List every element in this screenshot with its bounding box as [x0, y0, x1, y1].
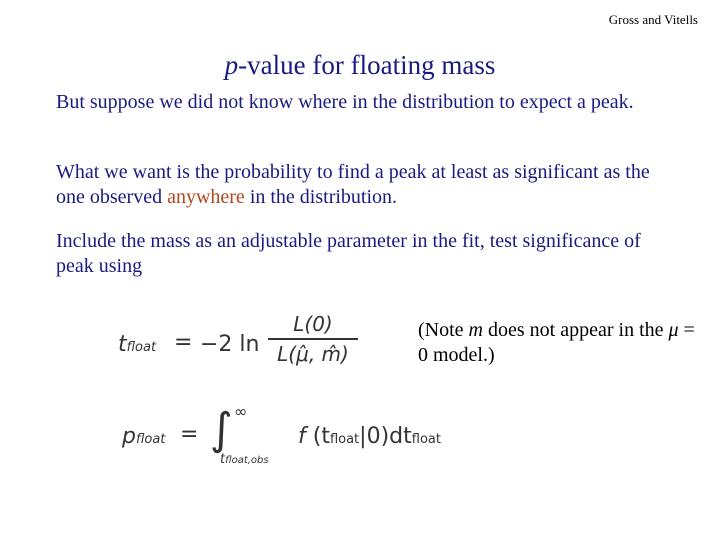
header-author: Gross and Vitells [608, 12, 698, 27]
note-text [418, 318, 708, 368]
eq2-open: (t [305, 424, 330, 449]
paragraph-3: Include the mass as an adjustable parameter in the fit, test significance of peak using [56, 230, 641, 277]
eq1-lhs-var: t [118, 332, 127, 357]
paragraph-2-after: in the distribution. [244, 186, 398, 208]
eq2-mid: |0)dt [359, 424, 412, 449]
title-rest: -value for floating mass [238, 50, 496, 80]
eq1-fraction-bar [268, 338, 358, 340]
eq1-lhs [118, 332, 156, 357]
eq2-lower-sub: float,obs [225, 455, 269, 466]
paragraph-2 [56, 160, 656, 210]
integral-lower-limit [220, 452, 269, 467]
paragraph-2-highlight: anywhere [167, 186, 245, 208]
note-part2: does not appear in the [483, 319, 669, 341]
eq2-f: f [298, 424, 306, 449]
eq1-lhs-sub: float [126, 340, 157, 355]
paragraph-1: But suppose we did not know where in the distribution to expect a peak. [56, 91, 634, 113]
eq2-lower-var: t [220, 452, 226, 467]
paragraph-2-before: What we want is the probability to find a peak at least as significant as the one observed [56, 161, 650, 208]
integral-sign: ∫ [210, 404, 233, 455]
eq1-fraction [268, 312, 358, 366]
title-p: p [224, 50, 239, 80]
eq2-equals: = [180, 422, 199, 447]
note-m: m [468, 319, 483, 341]
integral-upper-limit: ∞ [234, 402, 248, 421]
eq2-lhs-var: p [122, 424, 136, 449]
note-part1: (Note [418, 319, 469, 341]
eq2-lhs [122, 424, 165, 449]
eq1-equals: = [174, 330, 193, 355]
eq2-lhs-sub: float [135, 432, 166, 447]
equation-p-float [122, 404, 462, 474]
eq1-coefficient: −2 ln [200, 332, 260, 357]
eq2-sub1: float [329, 432, 360, 447]
eq2-integrand [298, 424, 441, 449]
slide-title [0, 50, 720, 81]
note-mu: μ [668, 319, 679, 341]
eq1-numerator: L(0) [293, 312, 333, 336]
note-part3: = 0 model.) [418, 319, 695, 366]
eq2-sub2: float [411, 432, 441, 447]
eq1-denominator: L(μ̂, m̂) [277, 341, 349, 366]
equation-t-float [118, 312, 358, 382]
